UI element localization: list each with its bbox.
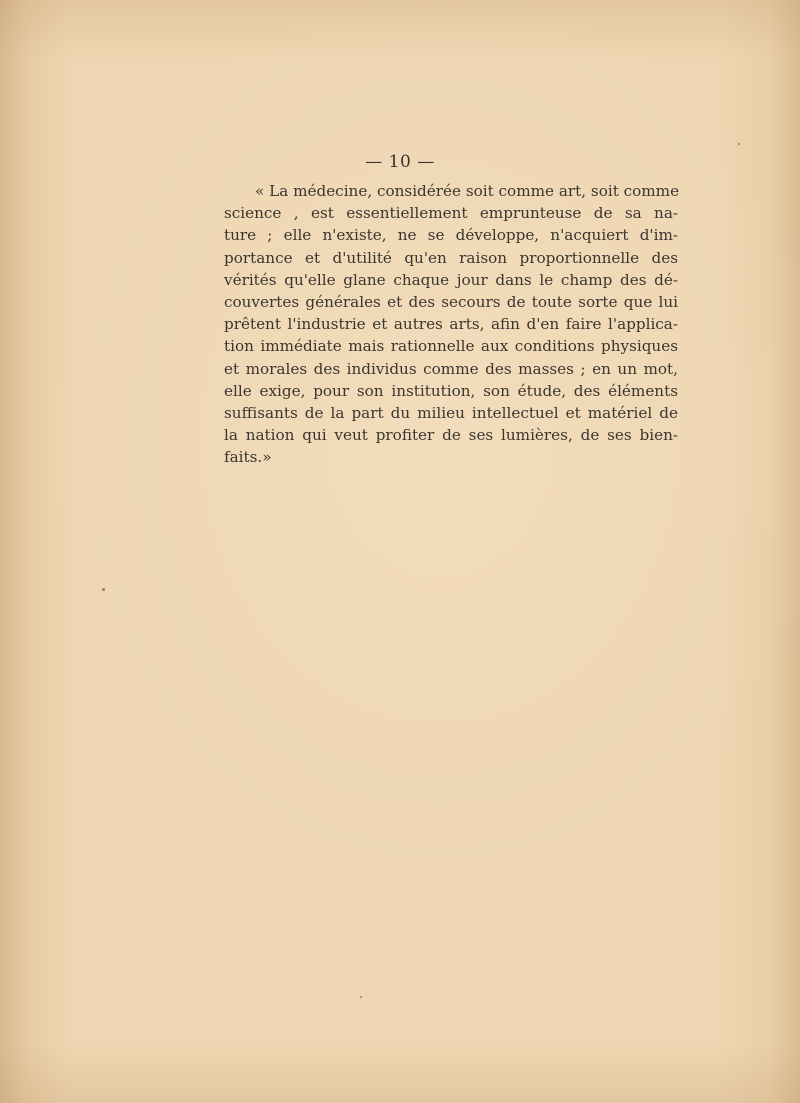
body-paragraph (224, 180, 678, 468)
paragraph-line: et morales des individus comme des masses ; en un mot, (224, 359, 678, 378)
paragraph-line: ture ; elle n'existe, ne se développe, n'acquiert d'im- (224, 226, 678, 245)
paragraph-line: tion immédiate mais rationnelle aux conditions physiques (224, 337, 678, 356)
paragraph-line: « La médecine, considérée soit comme art, soit comme (255, 182, 680, 200)
paragraph-line: elle exige, pour son institution, son étude, des éléments (224, 381, 678, 400)
paragraph-line: suffisants de la part du milieu intellectuel et matériel de (224, 403, 678, 422)
paper-speck (738, 143, 740, 145)
paragraph-line: faits.» (224, 448, 272, 467)
paragraph-line: science , est essentiellement emprunteuse de sa na- (224, 204, 678, 223)
paragraph-line: portance et d'utilité qu'en raison proportionnelle des (224, 248, 678, 267)
paragraph-line: vérités qu'elle glane chaque jour dans le champ des dé- (224, 270, 678, 289)
paper-speck (360, 996, 362, 998)
paragraph-line: couvertes générales et des secours de toute sorte que lui (224, 292, 678, 311)
page-number: — 10 — (365, 152, 435, 172)
paragraph-line: prêtent l'industrie et autres arts, afin d'en faire l'applica- (224, 315, 678, 334)
paper-speck (102, 588, 105, 591)
paragraph-line: la nation qui veut profiter de ses lumières, de ses bien- (224, 426, 678, 445)
